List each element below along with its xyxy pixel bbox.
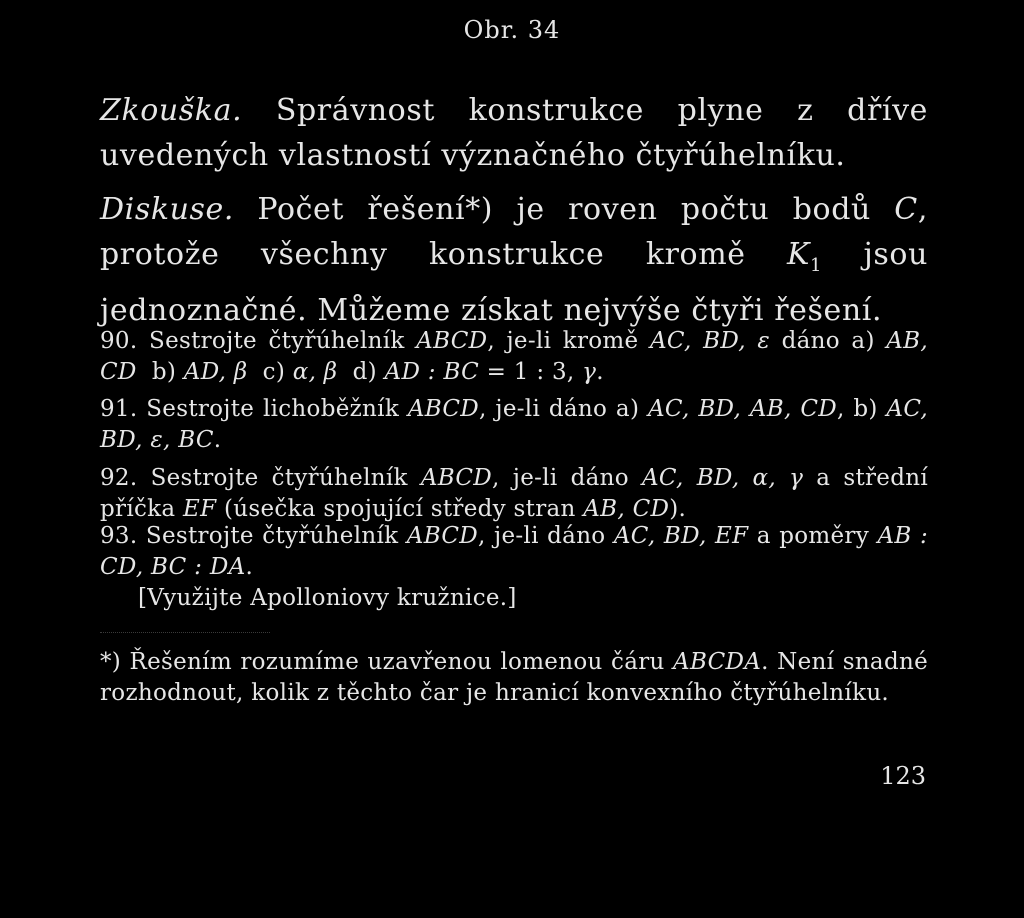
exercise-90-text: c) (247, 359, 293, 385)
footnote (100, 647, 928, 709)
exercise-92-text: (úsečka spojující středy stran (216, 496, 584, 522)
exercise-92-text: , je-li dáno (492, 465, 642, 491)
diskuse-label: Diskuse. (100, 192, 235, 227)
diskuse-math-1: C (894, 192, 918, 227)
exercise-90-math: α, β (292, 359, 338, 385)
exercise-92-math: AC, BD, α, γ (642, 465, 804, 491)
exercise-91 (100, 394, 928, 456)
diskuse-math-2: K (787, 237, 811, 272)
exercise-90 (100, 326, 928, 388)
footnote-math: ABCDA (673, 649, 762, 675)
exercise-91-math: ABCD (407, 396, 480, 422)
diskuse-math-2-subscript: 1 (810, 255, 823, 276)
zkouska-text: Správnost konstrukce plyne z dříve uvedených vlastností význačného čtyřúhelníku. (100, 93, 928, 173)
exercise-90-text: dáno a) (770, 328, 887, 354)
footnote-divider (100, 632, 270, 633)
exercise-93-hint: [Využijte Apolloniovy kružnice.] (138, 585, 517, 611)
exercise-93-number: 93. (100, 523, 138, 549)
exercise-91-math: AC, BD, AB, CD (647, 396, 837, 422)
exercise-93-text: Sestrojte čtyřúhelník (137, 523, 407, 549)
exercise-90-math: ABCD (416, 328, 488, 354)
exercise-90-number: 90. (100, 328, 138, 354)
exercise-93-text: , je-li dáno (477, 523, 614, 549)
exercise-90-math: AD, β (183, 359, 248, 385)
diskuse-text-1: Počet řešení*) je roven počtu bodů (234, 192, 895, 227)
figure-caption: Obr. 34 (463, 16, 561, 44)
zkouska-paragraph (100, 88, 928, 178)
exercise-90-math: AC, BD, ε (650, 328, 771, 354)
exercise-92-math: EF (183, 496, 217, 522)
exercise-92-number: 92. (100, 465, 138, 491)
exercise-91-text: Sestrojte lichoběžník (137, 396, 408, 422)
exercise-90-math: γ (582, 359, 597, 385)
exercise-92-math: AB, CD (583, 496, 670, 522)
exercise-91-text: , b) (836, 396, 887, 422)
page-number: 123 (880, 762, 926, 790)
exercise-91-math: AC, BD, ε, BC (100, 396, 929, 453)
exercise-91-text: . (213, 427, 222, 453)
footnote-text: *) Řešením rozumíme uzavřenou lomenou čáru (100, 649, 674, 675)
exercise-92-text: a střední příčka (100, 465, 929, 522)
exercise-90-text: b) (136, 359, 184, 385)
exercise-90-math: AB, CD (100, 328, 928, 385)
exercise-92-text: ). (669, 496, 687, 522)
exercise-90-text: , je-li kromě (487, 328, 650, 354)
footnote-text: . Není snadné rozhodnout, kolik z těchto čar je hranicí konvexního čtyřúhelníku. (100, 649, 928, 706)
exercise-90-text: Sestrojte čtyřúhelník (137, 328, 417, 354)
exercise-91-text: , je-li dáno a) (479, 396, 648, 422)
exercise-93-math: AC, BD, EF (613, 523, 749, 549)
exercise-90-text: = 1 : 3, (478, 359, 583, 385)
exercise-93-math: AB : CD, BC : DA (100, 523, 929, 580)
exercise-90-text: d) (337, 359, 385, 385)
diskuse-text-2: , protože všechny konstrukce kromě (100, 192, 928, 272)
exercise-93 (100, 521, 928, 583)
exercise-92 (100, 463, 928, 525)
exercise-93-math: ABCD (406, 523, 478, 549)
diskuse-text-3: jsou jednoznačné. Můžeme získat nejvýše čtyři řešení. (100, 237, 928, 328)
exercise-93-text: . (245, 554, 254, 580)
exercise-91-number: 91. (100, 396, 138, 422)
exercise-92-math: ABCD (420, 465, 493, 491)
zkouska-label: Zkouška. (100, 93, 243, 128)
exercise-90-math: AD : BC (384, 359, 479, 385)
exercise-93-text: a poměry (748, 523, 878, 549)
exercise-92-text: Sestrojte čtyřúhelník (137, 465, 421, 491)
exercise-90-text: . (596, 359, 604, 385)
diskuse-paragraph (100, 187, 928, 333)
